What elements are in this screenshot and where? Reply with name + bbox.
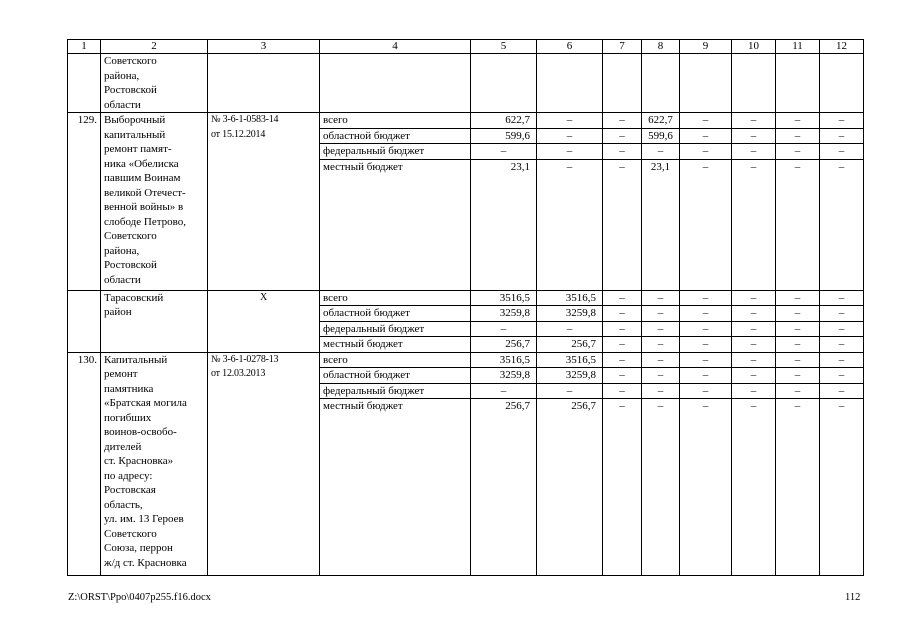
- value-cell: –: [603, 128, 642, 144]
- value-cell: –: [680, 306, 732, 322]
- value-cell: –: [776, 337, 820, 353]
- value-cell: –: [603, 368, 642, 384]
- value-cell: 23,1: [471, 159, 537, 290]
- value-cell: –: [776, 128, 820, 144]
- value-cell: –: [642, 337, 680, 353]
- funding-source: местный бюджет: [320, 337, 471, 353]
- value-cell: –: [820, 352, 864, 368]
- table-row: [68, 352, 864, 368]
- value-cell: –: [776, 368, 820, 384]
- value-cell: –: [642, 290, 680, 306]
- value-cell: –: [603, 306, 642, 322]
- value-cell: –: [820, 306, 864, 322]
- value-cell: –: [680, 113, 732, 129]
- col-header: 7: [603, 40, 642, 54]
- col-header: 11: [776, 40, 820, 54]
- value-cell: 3516,5: [537, 290, 603, 306]
- value-cell: 3259,8: [537, 368, 603, 384]
- value-cell: 256,7: [471, 399, 537, 576]
- value-cell: –: [603, 337, 642, 353]
- value-cell: –: [642, 399, 680, 576]
- value-cell: –: [820, 128, 864, 144]
- col-header: 4: [320, 40, 471, 54]
- value-cell: –: [732, 352, 776, 368]
- value-cell: 622,7: [471, 113, 537, 129]
- value-cell: 256,7: [537, 337, 603, 353]
- value-cell: –: [820, 399, 864, 576]
- value-cell: 3516,5: [537, 352, 603, 368]
- col-header: 8: [642, 40, 680, 54]
- value-cell: –: [603, 113, 642, 129]
- value-cell: –: [732, 306, 776, 322]
- funding-source: местный бюджет: [320, 399, 471, 576]
- column-number-row: [68, 40, 864, 54]
- budget-table: [67, 39, 864, 576]
- value-cell: –: [680, 352, 732, 368]
- value-cell: –: [732, 321, 776, 337]
- value-cell: –: [776, 306, 820, 322]
- value-cell: –: [603, 383, 642, 399]
- value-cell: –: [680, 399, 732, 576]
- value-cell: 23,1: [642, 159, 680, 290]
- value-cell: 3259,8: [471, 306, 537, 322]
- value-cell: –: [537, 383, 603, 399]
- value-cell: –: [732, 399, 776, 576]
- value-cell: –: [732, 128, 776, 144]
- col-header: 1: [68, 40, 101, 54]
- value-cell: –: [820, 144, 864, 160]
- value-cell: –: [603, 290, 642, 306]
- funding-source: всего: [320, 290, 471, 306]
- funding-source: федеральный бюджет: [320, 144, 471, 160]
- value-cell: 3516,5: [471, 290, 537, 306]
- col-header: 10: [732, 40, 776, 54]
- value-cell: –: [820, 290, 864, 306]
- value-cell: 256,7: [471, 337, 537, 353]
- funding-source: областной бюджет: [320, 368, 471, 384]
- value-cell: –: [820, 159, 864, 290]
- value-cell: –: [603, 321, 642, 337]
- page-number: 112: [845, 592, 861, 603]
- value-cell: –: [776, 144, 820, 160]
- value-cell: –: [642, 352, 680, 368]
- value-cell: –: [537, 159, 603, 290]
- value-cell: –: [471, 321, 537, 337]
- value-cell: –: [776, 290, 820, 306]
- value-cell: –: [732, 368, 776, 384]
- value-cell: 3259,8: [471, 368, 537, 384]
- value-cell: –: [642, 144, 680, 160]
- value-cell: –: [776, 352, 820, 368]
- funding-source: областной бюджет: [320, 128, 471, 144]
- file-path: Z:\ORST\Ppo\0407p255.f16.docx: [68, 592, 211, 603]
- value-cell: –: [820, 321, 864, 337]
- row-number: [68, 290, 101, 352]
- value-cell: –: [680, 128, 732, 144]
- value-cell: –: [642, 321, 680, 337]
- value-cell: –: [537, 113, 603, 129]
- object-name: Советского района, Ростовской области: [101, 54, 208, 113]
- col-header: 9: [680, 40, 732, 54]
- value-cell: –: [603, 144, 642, 160]
- value-cell: –: [537, 144, 603, 160]
- col-header: 5: [471, 40, 537, 54]
- col-header: 2: [101, 40, 208, 54]
- value-cell: –: [642, 383, 680, 399]
- value-cell: –: [732, 383, 776, 399]
- object-name: Капитальный ремонт памятника «Братская могила погибших воинов-освобо- дителей ст. Красновка» по адресу: Ростовская область, ул. им. 13 Героев Советского Союза, перрон ж/д ст. Красновка: [101, 352, 208, 576]
- funding-source: федеральный бюджет: [320, 321, 471, 337]
- value-cell: –: [776, 399, 820, 576]
- value-cell: –: [537, 321, 603, 337]
- value-cell: –: [680, 159, 732, 290]
- value-cell: –: [732, 159, 776, 290]
- funding-source: местный бюджет: [320, 159, 471, 290]
- value-cell: –: [732, 113, 776, 129]
- value-cell: –: [680, 337, 732, 353]
- table-row: [68, 113, 864, 129]
- value-cell: –: [642, 368, 680, 384]
- col-header: 3: [208, 40, 320, 54]
- value-cell: –: [680, 383, 732, 399]
- value-cell: –: [603, 352, 642, 368]
- value-cell: –: [820, 383, 864, 399]
- value-cell: –: [732, 290, 776, 306]
- col-header: 6: [537, 40, 603, 54]
- value-cell: –: [471, 383, 537, 399]
- value-cell: –: [642, 306, 680, 322]
- value-cell: –: [471, 144, 537, 160]
- value-cell: –: [537, 128, 603, 144]
- value-cell: –: [680, 368, 732, 384]
- row-number: 130.: [68, 352, 101, 576]
- value-cell: –: [820, 337, 864, 353]
- continuation-row: [68, 54, 864, 113]
- value-cell: –: [732, 337, 776, 353]
- value-cell: –: [776, 383, 820, 399]
- value-cell: –: [680, 290, 732, 306]
- value-cell: 599,6: [642, 128, 680, 144]
- value-cell: 3516,5: [471, 352, 537, 368]
- value-cell: 3259,8: [537, 306, 603, 322]
- value-cell: –: [776, 113, 820, 129]
- value-cell: 256,7: [537, 399, 603, 576]
- document-code: Х: [208, 290, 320, 352]
- value-cell: –: [776, 321, 820, 337]
- value-cell: –: [820, 113, 864, 129]
- object-name: Выборочный капитальный ремонт памят- ника «Обелиска павшим Воинам великой Отечест- венной войны» в слободе Петрово, Советского района, Ростовской области: [101, 113, 208, 291]
- funding-source: всего: [320, 113, 471, 129]
- document-code: № 3-6-1-0583-14 от 15.12.2014: [208, 113, 320, 291]
- value-cell: –: [603, 159, 642, 290]
- value-cell: 622,7: [642, 113, 680, 129]
- value-cell: –: [680, 144, 732, 160]
- row-number: 129.: [68, 113, 101, 291]
- value-cell: –: [820, 368, 864, 384]
- value-cell: –: [732, 144, 776, 160]
- col-header: 12: [820, 40, 864, 54]
- value-cell: –: [776, 159, 820, 290]
- value-cell: –: [680, 321, 732, 337]
- value-cell: 599,6: [471, 128, 537, 144]
- funding-source: федеральный бюджет: [320, 383, 471, 399]
- funding-source: областной бюджет: [320, 306, 471, 322]
- object-name: Тарасовский район: [101, 290, 208, 352]
- table-row: [68, 290, 864, 306]
- funding-source: всего: [320, 352, 471, 368]
- value-cell: –: [603, 399, 642, 576]
- document-code: № 3-6-1-0278-13 от 12.03.2013: [208, 352, 320, 576]
